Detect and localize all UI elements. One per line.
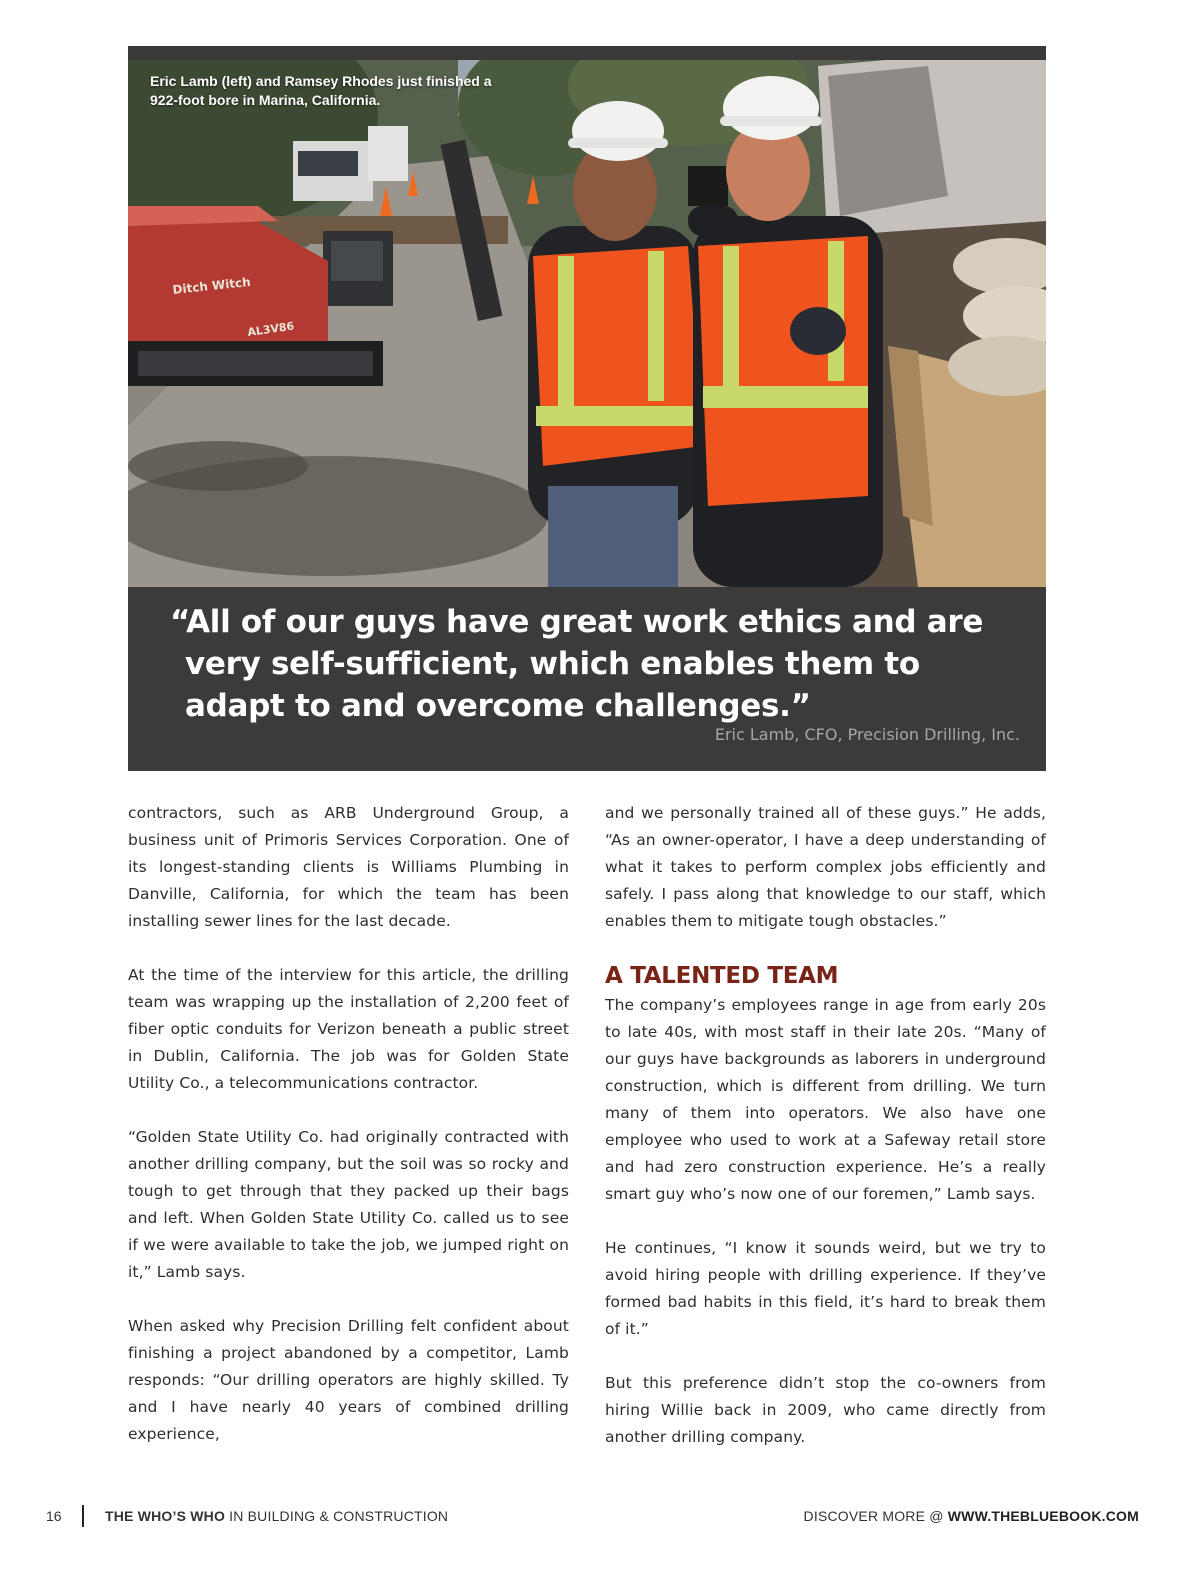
publication-name-rest: IN BUILDING & CONSTRUCTION (225, 1508, 449, 1524)
page-footer (0, 1503, 1200, 1529)
discover-label: DISCOVER MORE @ (803, 1508, 948, 1524)
article-column-left (128, 800, 569, 1448)
body-paragraph: contractors, such as ARB Underground Group, a business unit of Primoris Services Corporation. One of its longest-standing clients is Williams Plumbing in Danville, California, for which the team has been installing sewer lines for the last decade. (128, 804, 569, 930)
machine-brand-label: Ditch Witch (171, 274, 252, 297)
body-paragraph: But this preference didn’t stop the co-owners from hiring Willie back in 2009, who came directly from another drilling company. (605, 1374, 1046, 1446)
section-heading: A TALENTED TEAM (605, 963, 839, 989)
machine-model-label: AL3V86 (246, 319, 295, 339)
body-paragraph: At the time of the interview for this article, the drilling team was wrapping up the installation of 2,200 feet of fiber optic conduits for Verizon beneath a public street in Dublin, California. The job was for Golden State Utility Co., a telecommunications contractor. (128, 966, 569, 1092)
pull-quote-attribution: Eric Lamb, CFO, Precision Drilling, Inc. (714, 725, 1020, 744)
photo-caption: Eric Lamb (left) and Ramsey Rhodes just finished a 922-foot bore in Marina, California. (150, 73, 492, 108)
body-paragraph: “Golden State Utility Co. had originally contracted with another drilling company, but the soil was so rocky and tough to get through that they packed up their bags and left. When Golden State Utility Co. called us to see if we were available to take the job, we jumped right on it,” Lamb says. (128, 1128, 569, 1281)
body-paragraph: and we personally trained all of these guys.” He adds, “As an owner-operator, I have a deep understanding of what it takes to perform complex jobs efficiently and safely. I pass along that knowledge to our staff, which enables them to mitigate tough obstacles.” (605, 804, 1046, 930)
pull-quote-text: “All of our guys have great work ethics and are very self-sufficient, which enables them to adapt to and overcome challenges.” (170, 604, 984, 724)
body-paragraph: When asked why Precision Drilling felt confident about finishing a project abandoned by a competitor, Lamb responds: “Our drilling operators are highly skilled. Ty and I have nearly 40 years of combined drilling experience, (128, 1317, 569, 1443)
photo-illustration (128, 46, 1046, 587)
publication-name-bold: THE WHO’S WHO (105, 1508, 226, 1524)
photo-top-border (128, 46, 1046, 60)
body-paragraph: He continues, “I know it sounds weird, but we try to avoid hiring people with drilling experience. If they’ve formed bad habits in this field, it’s hard to break them of it.” (605, 1239, 1046, 1338)
article-column-right (605, 800, 1046, 1451)
page-number: 16 (46, 1508, 62, 1524)
footer-divider (82, 1505, 84, 1527)
discover-more (804, 1508, 1139, 1524)
body-paragraph: The company’s employees range in age from early 20s to late 40s, with most staff in their late 20s. “Many of our guys have backgrounds as laborers in underground construction, which is different from drilling. We turn many of them into operators. We also have one employee who used to work at a Safeway retail store and had zero construction experience. He’s a really smart guy who’s now one of our foremen,” Lamb says. (605, 996, 1046, 1203)
publication-name (105, 1508, 448, 1524)
pull-quote (128, 587, 1046, 771)
website-link[interactable]: WWW.THEBLUEBOOK.COM (947, 1508, 1139, 1524)
article-photo (128, 46, 1046, 587)
